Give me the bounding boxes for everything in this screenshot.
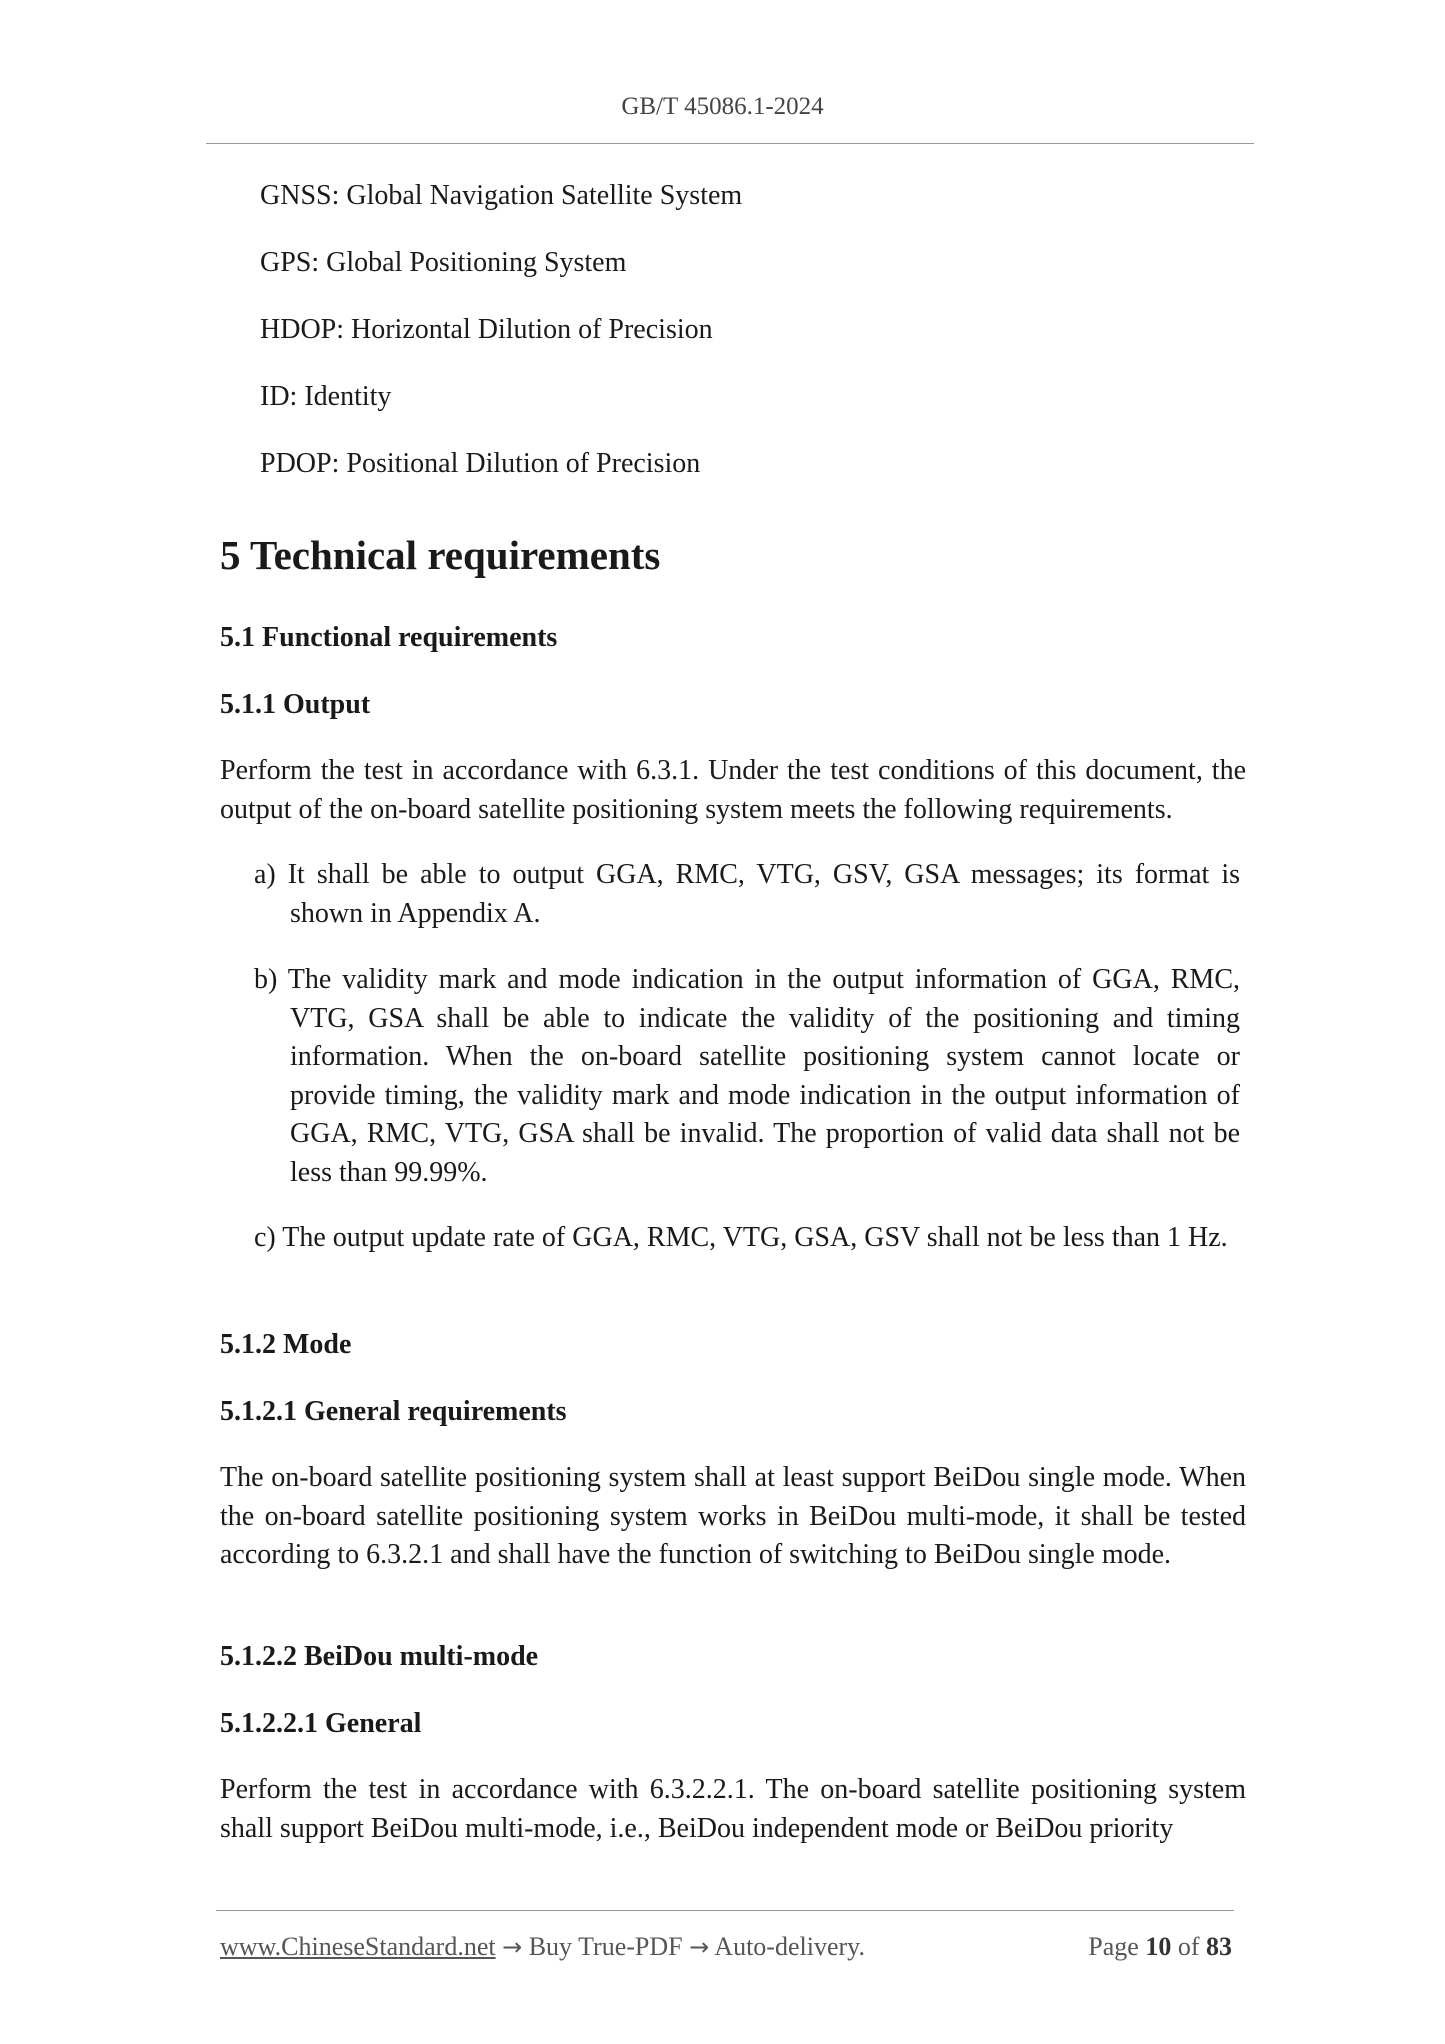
footer-promo bbox=[220, 1930, 865, 1964]
output-paragraph: Perform the test in accordance with 6.3.1. Under the test conditions of this document, the output of the on-board satellite positioning system meets the following requirements. bbox=[220, 755, 1246, 825]
footer-divider bbox=[216, 1910, 1234, 1911]
page-label: Page bbox=[1088, 1932, 1139, 1961]
buy-true-pdf-link[interactable]: Buy True-PDF bbox=[528, 1932, 683, 1961]
list-item-b: b) The validity mark and mode indication in the output information of GGA, RMC, VTG, GSA shall be able to indicate the validity of the positioning and timing information. When the on-board satellite positioning system cannot locate or provide timing, the validity mark and mode indication in the output information of GGA, RMC, VTG, GSA shall be invalid. The proportion of valid data shall not be less than 99.99%. bbox=[254, 964, 1240, 1188]
heading-5-1: 5.1 Functional requirements bbox=[220, 622, 558, 653]
heading-5-1-2-2: 5.1.2.2 BeiDou multi-mode bbox=[220, 1641, 539, 1672]
auto-delivery-text: Auto-delivery. bbox=[714, 1932, 865, 1961]
current-page-number: 10 bbox=[1145, 1932, 1172, 1961]
header-divider bbox=[206, 143, 1254, 144]
site-link[interactable]: www.ChineseStandard.net bbox=[220, 1932, 496, 1961]
abbreviation-gps: GPS: Global Positioning System bbox=[260, 247, 627, 278]
page-indicator bbox=[1088, 1930, 1232, 1964]
list-item-a: a) It shall be able to output GGA, RMC, VTG, GSV, GSA messages; its format is shown in Appendix A. bbox=[254, 859, 1240, 929]
arrow-right-icon: → bbox=[502, 1933, 523, 1961]
general-requirements-paragraph: The on-board satellite positioning system shall at least support BeiDou single mode. When the on-board satellite positioning system works in BeiDou multi-mode, it shall be tested according to 6.3.2.1 and shall have the function of switching to BeiDou single mode. bbox=[220, 1462, 1246, 1570]
document-id: GB/T 45086.1-2024 bbox=[621, 93, 824, 120]
heading-5-1-2: 5.1.2 Mode bbox=[220, 1329, 352, 1360]
heading-5-1-1: 5.1.1 Output bbox=[220, 689, 371, 720]
heading-5-1-2-2-1: 5.1.2.2.1 General bbox=[220, 1708, 422, 1739]
abbreviation-pdop: PDOP: Positional Dilution of Precision bbox=[260, 448, 701, 479]
abbreviation-hdop: HDOP: Horizontal Dilution of Precision bbox=[260, 314, 713, 345]
list-item-c: c) The output update rate of GGA, RMC, VTG, GSA, GSV shall not be less than 1 Hz. bbox=[254, 1222, 1228, 1253]
abbreviation-id: ID: Identity bbox=[260, 381, 392, 412]
arrow-right-icon: → bbox=[689, 1933, 710, 1961]
abbreviation-gnss: GNSS: Global Navigation Satellite System bbox=[260, 180, 743, 211]
of-label: of bbox=[1177, 1932, 1200, 1961]
total-pages-number: 83 bbox=[1206, 1932, 1232, 1961]
section-title: 5 Technical requirements bbox=[220, 532, 661, 578]
heading-5-1-2-1: 5.1.2.1 General requirements bbox=[220, 1396, 567, 1427]
multimode-paragraph: Perform the test in accordance with 6.3.2.2.1. The on-board satellite positioning system shall support BeiDou multi-mode, i.e., BeiDou independent mode or BeiDou priority bbox=[220, 1774, 1246, 1844]
